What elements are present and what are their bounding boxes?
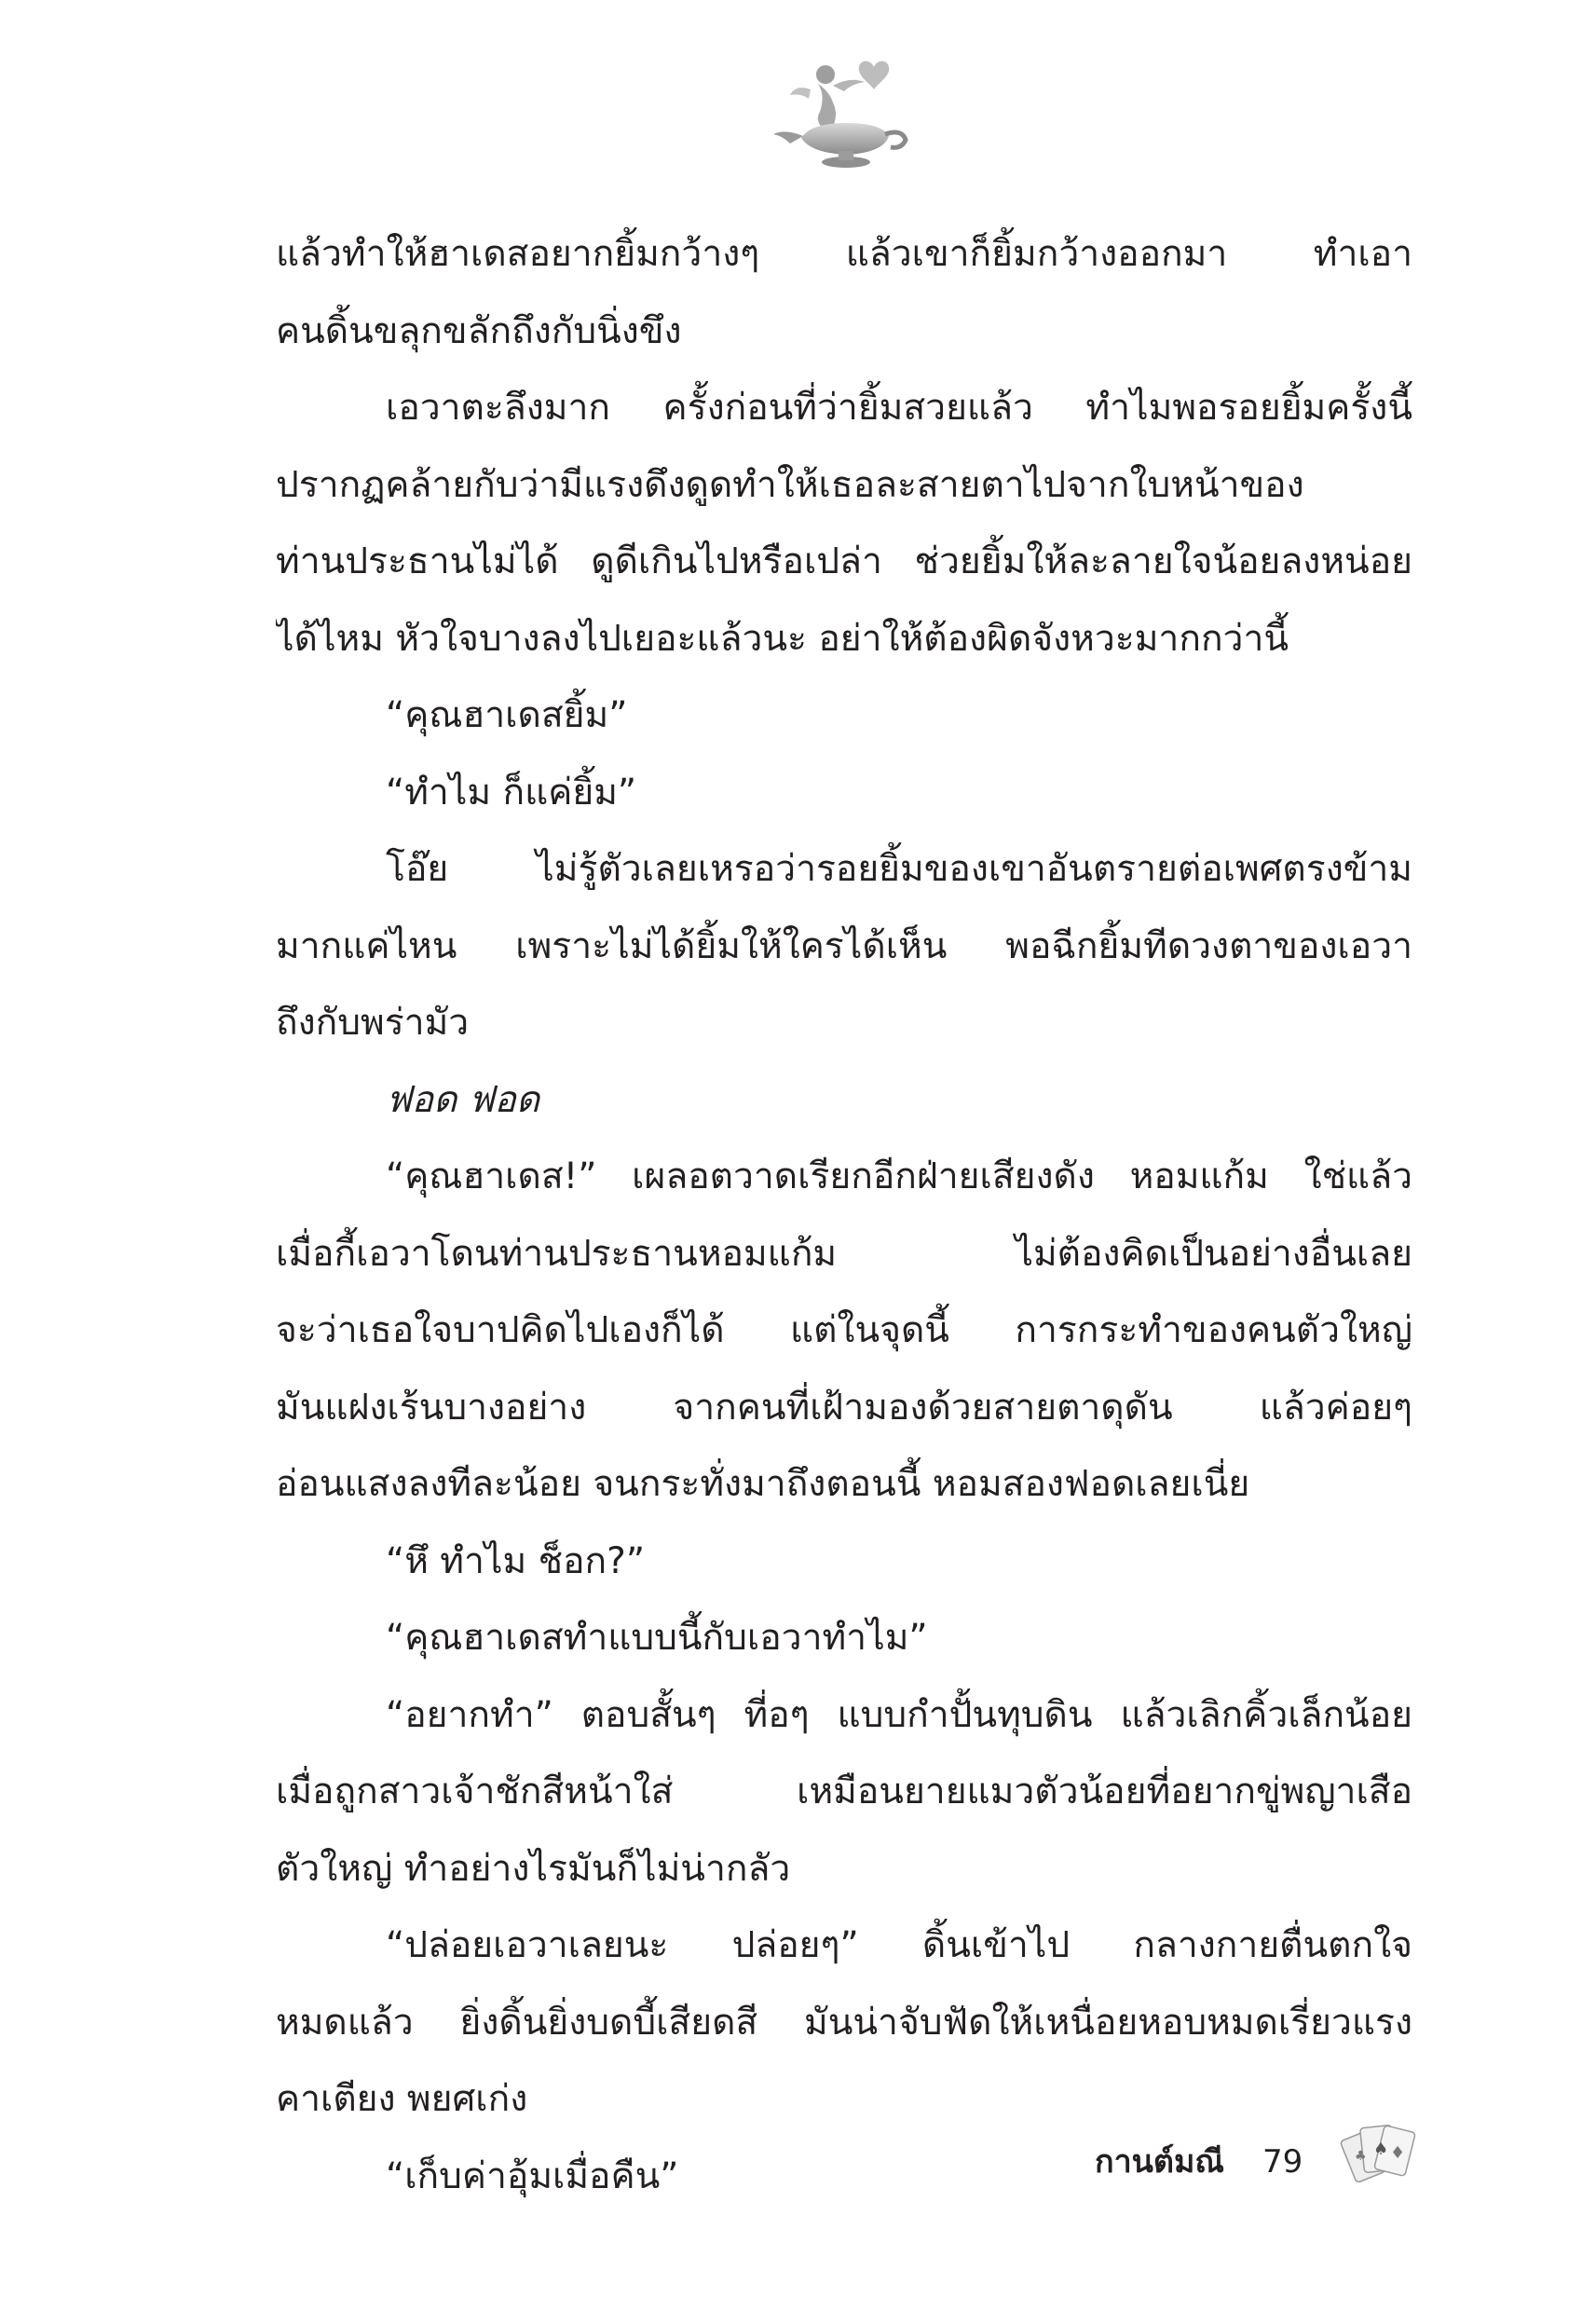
dialogue-line: “อยากทำ” ตอบสั้นๆ ที่อๆ แบบกำปั้นทุบดิน แล้วเลิกคิ้วเล็กน้อย <box>386 1693 1412 1736</box>
dialogue-line: “เก็บค่าอุ้มเมื่อคืน” <box>386 2154 679 2197</box>
body-line: แล้วทำให้ฮาเดสอยากยิ้มกว้างๆ แล้วเขาก็ยิ้มกว้างออกมา ทำเอา <box>276 233 1412 275</box>
body-line: มันแฝงเร้นบางอย่าง จากคนที่เฝ้ามองด้วยสายตาดุดัน แล้วค่อยๆ <box>276 1386 1412 1429</box>
playing-cards-icon <box>1340 2117 1425 2194</box>
page-number: 79 <box>1262 2143 1303 2181</box>
svg-text:♣: ♣ <box>1355 2149 1367 2164</box>
dialogue-line: “ปล่อยเอวาเลยนะ ปล่อยๆ” ดิ้นเข้าไป กลางกายตื่นตกใจ <box>386 1924 1412 1966</box>
body-line: คาเตียง พยศเก่ง <box>276 2078 528 2120</box>
body-line: เมื่อกี้เอวาโดนท่านประธานหอมแก้ม ไม่ต้องคิดเป็นอย่างอื่นเลย <box>276 1232 1412 1275</box>
dialogue-line: “คุณฮาเดสยิ้ม” <box>386 694 628 736</box>
body-line: เอวาตะลึงมาก ครั้งก่อนที่ว่ายิ้มสวยแล้ว ทำไมพอรอยยิ้มครั้งนี้ <box>386 387 1412 429</box>
footer-book-title: กานต์มณี <box>1095 2143 1224 2181</box>
body-line: คนดิ้นขลุกขลักถึงกับนิ่งขึง <box>276 309 682 352</box>
genie-lamp-cupid-icon <box>764 47 913 177</box>
body-line: ตัวใหญ่ ทำอย่างไรมันก็ไม่น่ากลัว <box>276 1847 791 1890</box>
body-line: จะว่าเธอใจบาปคิดไปเองก็ได้ แต่ในจุดนี้ การกระทำของคนตัวใหญ่ <box>276 1309 1412 1351</box>
dialogue-line: “คุณฮาเดส!” เผลอตวาดเรียกอีกฝ่ายเสียงดัง หอมแก้ม ใช่แล้ว <box>386 1156 1412 1197</box>
body-line: ท่านประธานไม่ได้ ดูดีเกินไปหรือเปล่า ช่วยยิ้มให้ละลายใจน้อยลงหน่อย <box>276 540 1412 582</box>
sound-effect-line: ฟอด ฟอด <box>386 1078 540 1121</box>
body-line: โอ๊ย ไม่รู้ตัวเลยเหรอว่ารอยยิ้มของเขาอันตรายต่อเพศตรงข้าม <box>386 848 1412 890</box>
dialogue-line: “ทำไม ก็แค่ยิ้ม” <box>386 771 637 814</box>
body-line: ถึงกับพร่ามัว <box>276 1002 470 1044</box>
body-line: เมื่อถูกสาวเจ้าชักสีหน้าใส่ เหมือนยายแมวตัวน้อยที่อยากขู่พญาเสือ <box>276 1771 1412 1812</box>
svg-text:♦: ♦ <box>1390 2143 1406 2163</box>
body-line: ได้ไหม หัวใจบางลงไปเยอะแล้วนะ อย่าให้ต้องผิดจังหวะมากกว่านี้ <box>276 617 1289 660</box>
svg-text:♠: ♠ <box>1373 2140 1389 2159</box>
body-line: ปรากฏคล้ายกับว่ามีแรงดึงดูดทำให้เธอละสายตาไปจากใบหน้าของ <box>276 463 1304 506</box>
body-line: หมดแล้ว ยิ่งดิ้นยิ่งบดบี้เสียดสี มันน่าจับฟัดให้เหนื่อยหอบหมดเรี่ยวแรง <box>276 2001 1412 2044</box>
body-text <box>276 216 1412 2215</box>
dialogue-line: “คุณฮาเดสทำแบบนี้กับเอวาทำไม” <box>386 1617 928 1659</box>
dialogue-line: “หึ ทำไม ช็อก?” <box>386 1539 646 1582</box>
body-line: อ่อนแสงลงทีละน้อย จนกระทั่งมาถึงตอนนี้ หอมสองฟอดเลยเนี่ย <box>276 1463 1250 1505</box>
body-line: มากแค่ไหน เพราะไม่ได้ยิ้มให้ใครได้เห็น พอฉีกยิ้มทีดวงตาของเอวา <box>276 924 1412 967</box>
